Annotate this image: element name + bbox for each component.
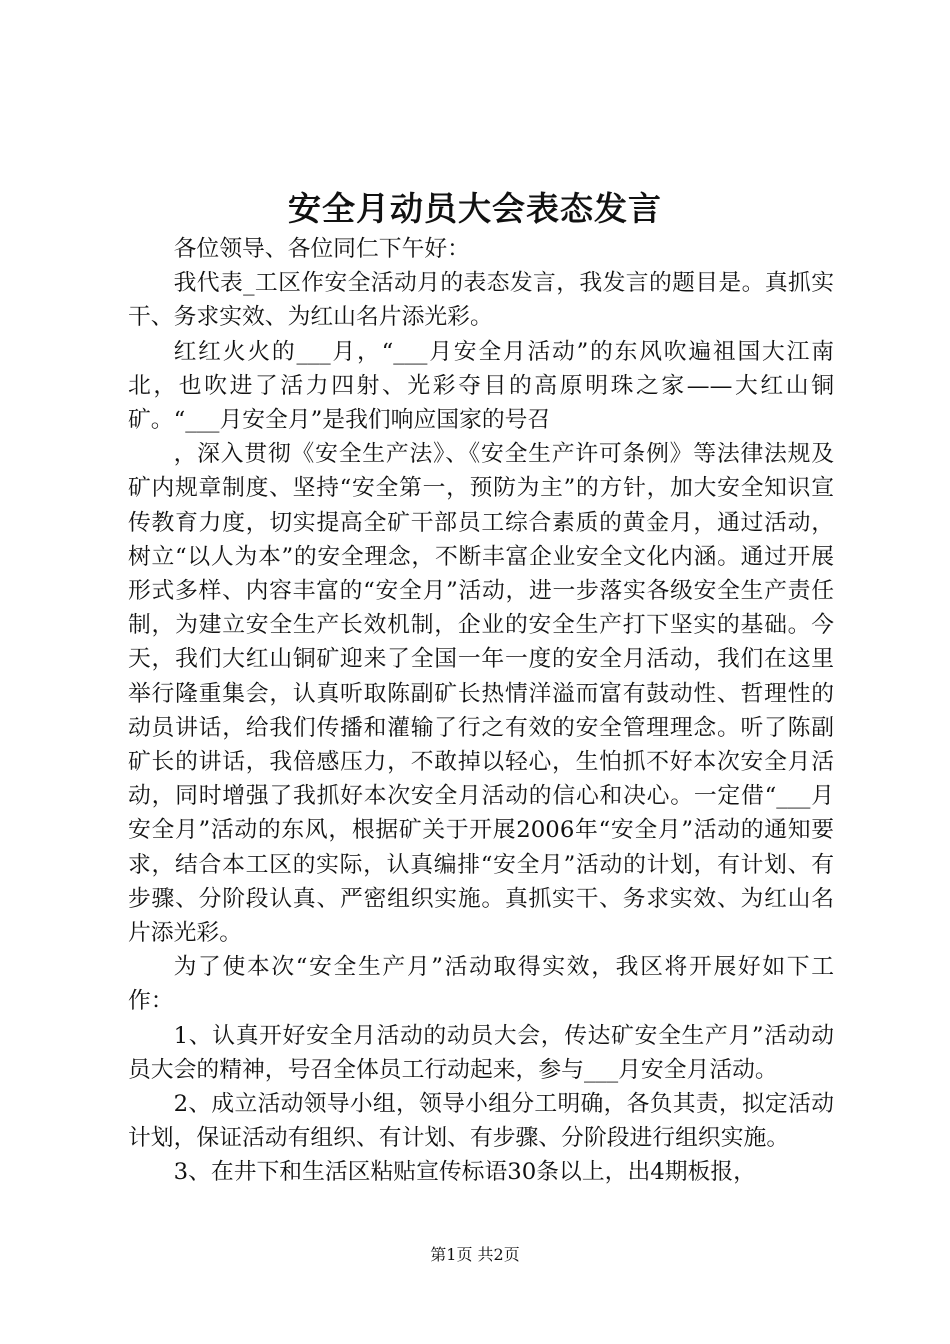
main-paragraph: ，深入贯彻《安全生产法》、《安全生产许可条例》等法律法规及矿内规章制度、坚持“安全第一，预防为主”的方针，加大安全知识宣传教育力度，切实提高全矿干部员工综合素质的黄金月，通过活动，树立“以人为本”的安全理念，不断丰富企业安全文化内涵。通过开展形式多样、内容丰富的“安全月”活动，进一步落实各级安全生产责任制，为建立安全生产长效机制，企业的安全生产打下坚实的基础。今天，我们大红山铜矿迎来了全国一年一度的安全月活动，我们在这里举行隆重集会，认真听取陈副矿长热情洋溢而富有鼓动性、哲理性的动员讲话，给我们传播和灌输了行之有效的安全管理理念。听了陈副矿长的讲话，我倍感压力，不敢掉以轻心，生怕抓不好本次安全月活动，同时增强了我抓好本次安全月活动的信心和决心。一定借“___月安全月”活动的东风，根据矿关于开展2006年“安全月”活动的通知要求，结合本工区的实际，认真编排“安全月”活动的计划，有计划、有步骤、分阶段认真、严密组织实施。真抓实干、务求实效、为红山名片添光彩。 [128, 441, 834, 947]
document-body [128, 232, 834, 1190]
list-item-3: 3、在井下和生活区粘贴宣传标语30条以上，出4期板报， [173, 1159, 756, 1186]
intro-paragraph: 我代表_工区作安全活动月的表态发言，我发言的题目是。真抓实干、务求实效、为红山名片添光彩。 [128, 270, 834, 331]
list-item-2: 2、成立活动领导小组，领导小组分工明确，各负其责，拟定活动计划，保证活动有组织、有计划、有步骤、分阶段进行组织实施。 [128, 1091, 834, 1152]
opening-paragraph: 红红火火的___月，“___月安全月活动”的东风吹遍祖国大江南北，也吹进了活力四射、光彩夺目的高原明珠之家——大红山铜矿。“___月安全月”是我们响应国家的号召 [128, 338, 834, 434]
document-title: 安全月动员大会表态发言 [288, 189, 662, 228]
work-intro-paragraph: 为了使本次“安全生产月”活动取得实效，我区将开展好如下工作： [128, 954, 834, 1015]
page-footer: 第1页 共2页 [430, 1245, 520, 1264]
list-item-1: 1、认真开好安全月活动的动员大会，传达矿安全生产月”活动动员大会的精神，号召全体员工行动起来，参与___月安全月活动。 [128, 1022, 834, 1083]
greeting-paragraph: 各位领导、各位同仁下午好： [173, 236, 470, 262]
